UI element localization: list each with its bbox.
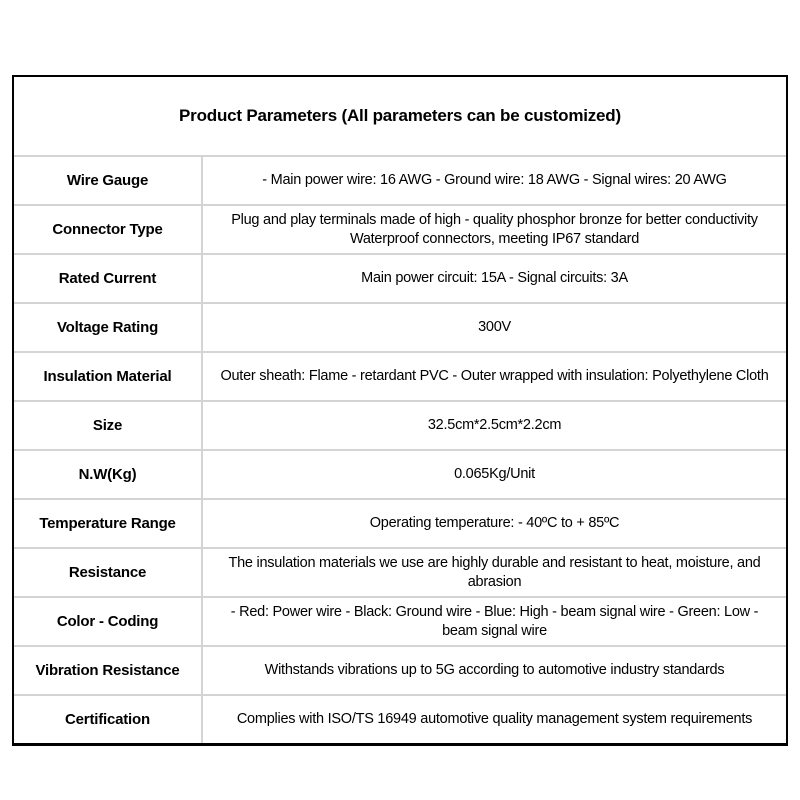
table-row <box>14 596 786 645</box>
param-label: Voltage Rating <box>14 304 203 351</box>
param-value: The insulation materials we use are highly durable and resistant to heat, moisture, and abrasion <box>228 554 761 590</box>
param-value: - Main power wire: 16 AWG - Ground wire: 18 AWG - Signal wires: 20 AWG <box>262 172 727 188</box>
table-row <box>14 400 786 449</box>
param-label: Wire Gauge <box>14 157 203 204</box>
table-row <box>14 547 786 596</box>
table-row <box>14 204 786 253</box>
param-label: Rated Current <box>14 255 203 302</box>
param-label: Certification <box>14 696 203 743</box>
param-label: Size <box>14 402 203 449</box>
param-value: Outer sheath: Flame - retardant PVC - Outer wrapped with insulation: Polyethylene Cloth <box>220 368 769 384</box>
table-row <box>14 694 786 743</box>
param-label: Connector Type <box>14 206 203 253</box>
param-label: Vibration Resistance <box>14 647 203 694</box>
param-value: Withstands vibrations up to 5G according to automotive industry standards <box>264 662 725 678</box>
table-title: Product Parameters (All parameters can be customized) <box>179 106 621 125</box>
param-label: Resistance <box>14 549 203 596</box>
product-parameters-table <box>12 75 788 746</box>
table-row <box>14 155 786 204</box>
table-row <box>14 645 786 694</box>
param-value: 32.5cm*2.5cm*2.2cm <box>427 417 562 433</box>
param-value: 0.065Kg/Unit <box>454 466 535 482</box>
param-label: Color - Coding <box>14 598 203 645</box>
table-row <box>14 253 786 302</box>
table-row <box>14 449 786 498</box>
param-label: N.W(Kg) <box>14 451 203 498</box>
param-label: Insulation Material <box>14 353 203 400</box>
param-value: Plug and play terminals made of high - quality phosphor bronze for better conductivity Waterproof connectors, meeting IP67 standard <box>231 211 758 247</box>
table-row <box>14 351 786 400</box>
param-value: - Red: Power wire - Black: Ground wire - Blue: High - beam signal wire - Green: Low - beam signal wire <box>230 603 759 639</box>
param-value: 300V <box>478 319 511 335</box>
param-value: Operating temperature: - 40ºC to + 85ºC <box>369 515 620 531</box>
table-row <box>14 302 786 351</box>
param-value: Main power circuit: 15A - Signal circuits: 3A <box>361 270 628 286</box>
table-row <box>14 498 786 547</box>
param-value: Complies with ISO/TS 16949 automotive quality management system requirements <box>236 711 753 727</box>
param-label: Temperature Range <box>14 500 203 547</box>
